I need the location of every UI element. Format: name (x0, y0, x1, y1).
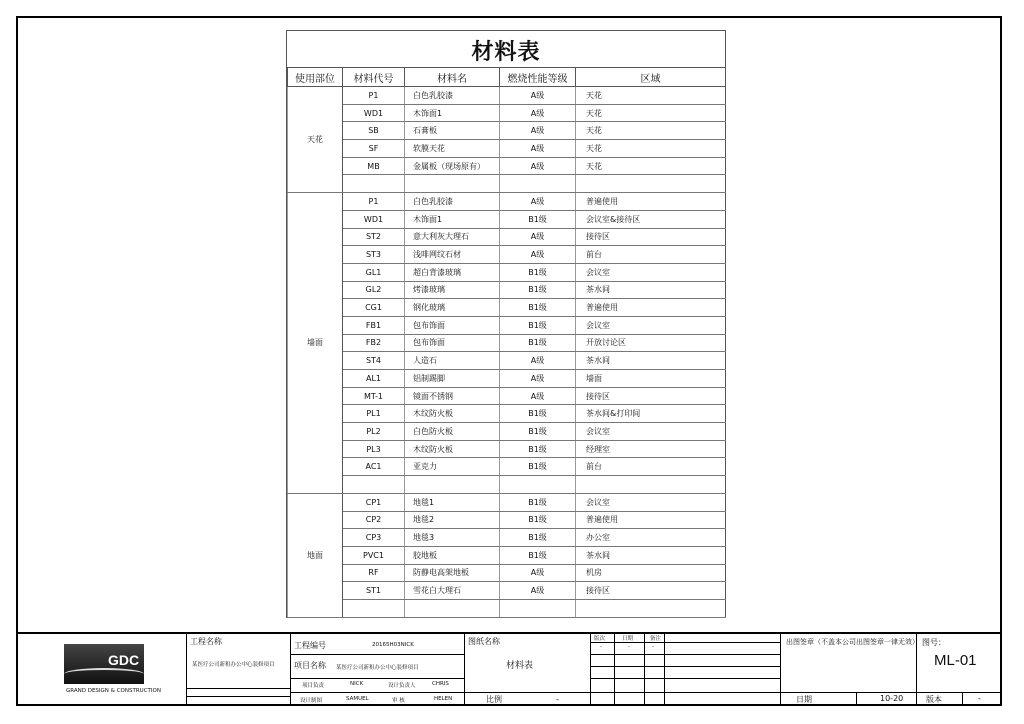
material-sheet (286, 30, 726, 618)
fire-rating-cell: B1级 (500, 281, 576, 299)
code-cell: ST1 (343, 582, 405, 600)
name-cell (405, 476, 500, 494)
fire-rating-cell: A级 (500, 228, 576, 246)
fire-rating-cell: A级 (500, 157, 576, 175)
material-table-body (288, 87, 726, 618)
zone-cell: 地面 (288, 493, 343, 617)
fire-rating-cell: B1级 (500, 458, 576, 476)
table-row (288, 316, 726, 334)
name-cell: 胶地板 (405, 546, 500, 564)
table-row (288, 511, 726, 529)
area-cell: 天花 (576, 87, 726, 105)
drawing-name-label: 图纸名称 (468, 637, 500, 646)
name-cell: 软膜天花 (405, 140, 500, 158)
design-lead-value: CHRIS (432, 681, 449, 687)
rev-header-date: 日期 (622, 636, 634, 642)
area-cell: 前台 (576, 458, 726, 476)
fire-rating-cell: A级 (500, 370, 576, 388)
rev-mark: - (600, 644, 602, 650)
project-name-label: 工程名称 (190, 637, 222, 646)
fire-rating-cell: B1级 (500, 210, 576, 228)
area-cell: 会议室 (576, 316, 726, 334)
code-cell: ST3 (343, 246, 405, 264)
code-cell (343, 476, 405, 494)
table-row (288, 228, 726, 246)
table-row (288, 175, 726, 193)
area-cell: 办公室 (576, 529, 726, 547)
table-row (288, 493, 726, 511)
area-cell: 茶水间 (576, 546, 726, 564)
name-cell: 镜面不锈钢 (405, 387, 500, 405)
checker-label: 审 核 (392, 698, 405, 704)
fire-rating-cell: A级 (500, 387, 576, 405)
table-row (288, 263, 726, 281)
logo-swoosh-icon (64, 668, 144, 680)
area-cell: 茶水间&打印间 (576, 405, 726, 423)
table-row (288, 104, 726, 122)
scale-value: - (556, 695, 559, 704)
fire-rating-cell: A级 (500, 87, 576, 105)
code-cell: AC1 (343, 458, 405, 476)
name-cell: 白色防火板 (405, 423, 500, 441)
area-cell: 普遍使用 (576, 299, 726, 317)
company-name: GRAND DESIGN & CONSTRUCTION (66, 688, 161, 694)
table-header-row (288, 68, 726, 87)
name-cell: 意大利灰大理石 (405, 228, 500, 246)
name-cell: 白色乳胶漆 (405, 87, 500, 105)
code-cell: FB2 (343, 334, 405, 352)
code-cell: ST2 (343, 228, 405, 246)
name-cell: 防静电高架地板 (405, 564, 500, 582)
fire-rating-cell: A级 (500, 104, 576, 122)
title-block (16, 632, 1002, 706)
area-cell: 会议室 (576, 423, 726, 441)
area-cell: 天花 (576, 157, 726, 175)
date-label: 日期 (796, 695, 812, 704)
name-cell: 木纹防火板 (405, 440, 500, 458)
name-cell: 包布饰面 (405, 334, 500, 352)
fire-rating-cell: A级 (500, 122, 576, 140)
fire-rating-cell: A级 (500, 246, 576, 264)
code-cell: WD1 (343, 104, 405, 122)
table-row (288, 281, 726, 299)
name-cell: 人造石 (405, 352, 500, 370)
area-cell: 茶水间 (576, 281, 726, 299)
rev-header-version: 版次 (594, 636, 606, 642)
area-cell: 会议室 (576, 263, 726, 281)
fire-rating-cell: B1级 (500, 405, 576, 423)
table-row (288, 370, 726, 388)
name-cell (405, 175, 500, 193)
area-cell: 普遍使用 (576, 193, 726, 211)
name-cell: 超白背漆玻璃 (405, 263, 500, 281)
table-row (288, 476, 726, 494)
name-cell: 金属板（现场原有） (405, 157, 500, 175)
area-cell (576, 599, 726, 617)
name-cell: 石膏板 (405, 122, 500, 140)
name-cell: 铝制踢脚 (405, 370, 500, 388)
fire-rating-cell: B1级 (500, 546, 576, 564)
code-cell: CP3 (343, 529, 405, 547)
code-cell: AL1 (343, 370, 405, 388)
item-name-value: 某医疗公司新租办公中心装修项目 (336, 665, 419, 671)
header-zone: 使用部位 (288, 68, 343, 87)
fire-rating-cell: B1级 (500, 316, 576, 334)
scale-label: 比例 (486, 695, 502, 704)
table-row (288, 157, 726, 175)
table-row (288, 387, 726, 405)
area-cell: 前台 (576, 246, 726, 264)
name-cell: 地毯1 (405, 493, 500, 511)
code-cell: WD1 (343, 210, 405, 228)
area-cell: 天花 (576, 140, 726, 158)
name-cell: 烤漆玻璃 (405, 281, 500, 299)
area-cell: 天花 (576, 122, 726, 140)
designer-label: 设计制图 (300, 698, 323, 704)
design-lead-label: 设计负责人 (388, 683, 416, 689)
fire-rating-cell: B1级 (500, 511, 576, 529)
pm-label: 项目负责 (302, 683, 325, 689)
zone-cell: 天花 (288, 87, 343, 193)
name-cell (405, 599, 500, 617)
area-cell: 接待区 (576, 387, 726, 405)
fire-rating-cell: B1级 (500, 423, 576, 441)
fire-rating-cell: A级 (500, 564, 576, 582)
area-cell: 普遍使用 (576, 511, 726, 529)
project-no-label: 工程编号 (294, 641, 326, 650)
fire-rating-cell: A级 (500, 352, 576, 370)
version-value: - (978, 694, 981, 703)
table-row (288, 546, 726, 564)
area-cell: 茶水间 (576, 352, 726, 370)
name-cell: 雪花白大理石 (405, 582, 500, 600)
header-code: 材料代号 (343, 68, 405, 87)
fire-rating-cell (500, 476, 576, 494)
table-row (288, 193, 726, 211)
table-row (288, 87, 726, 105)
name-cell: 钢化玻璃 (405, 299, 500, 317)
table-row (288, 246, 726, 264)
fire-rating-cell: B1级 (500, 529, 576, 547)
project-no-value: 20165H03NICK (372, 642, 414, 648)
code-cell: PL1 (343, 405, 405, 423)
fire-rating-cell (500, 599, 576, 617)
table-row (288, 423, 726, 441)
code-cell: CG1 (343, 299, 405, 317)
zone-cell: 墙面 (288, 193, 343, 494)
name-cell: 木饰面1 (405, 104, 500, 122)
table-row (288, 334, 726, 352)
fire-rating-cell (500, 175, 576, 193)
table-row (288, 140, 726, 158)
designer-value: SAMUEL (346, 696, 369, 702)
rev-mark: - (628, 644, 630, 650)
drawing-no-label: 图号： (922, 638, 946, 647)
table-row (288, 458, 726, 476)
table-row (288, 529, 726, 547)
table-row (288, 210, 726, 228)
code-cell: P1 (343, 193, 405, 211)
fire-rating-cell: B1级 (500, 334, 576, 352)
code-cell: CP1 (343, 493, 405, 511)
area-cell: 会议室&接待区 (576, 210, 726, 228)
code-cell: MB (343, 157, 405, 175)
name-cell: 浅啡网纹石材 (405, 246, 500, 264)
header-fire-rating: 燃烧性能等级 (500, 68, 576, 87)
code-cell: GL1 (343, 263, 405, 281)
table-row (288, 440, 726, 458)
name-cell: 亚克力 (405, 458, 500, 476)
code-cell: PVC1 (343, 546, 405, 564)
area-cell (576, 175, 726, 193)
code-cell: RF (343, 564, 405, 582)
table-row (288, 599, 726, 617)
name-cell: 白色乳胶漆 (405, 193, 500, 211)
table-row (288, 405, 726, 423)
code-cell: FB1 (343, 316, 405, 334)
code-cell: GL2 (343, 281, 405, 299)
area-cell: 天花 (576, 104, 726, 122)
area-cell: 机房 (576, 564, 726, 582)
area-cell (576, 476, 726, 494)
area-cell: 墙面 (576, 370, 726, 388)
code-cell: SB (343, 122, 405, 140)
fire-rating-cell: B1级 (500, 440, 576, 458)
table-row (288, 564, 726, 582)
area-cell: 开放讨论区 (576, 334, 726, 352)
code-cell (343, 175, 405, 193)
table-row (288, 299, 726, 317)
item-name-label: 项目名称 (294, 661, 326, 670)
checker-value: HELEN (434, 696, 453, 702)
material-table (287, 67, 726, 618)
fire-rating-cell: B1级 (500, 263, 576, 281)
area-cell: 接待区 (576, 582, 726, 600)
stamp-label: 出图签章（不盖本公司出图签章一律无效） (786, 638, 919, 646)
project-name-value: 某医疗公司新租办公中心装修项目 (192, 662, 275, 668)
table-row (288, 122, 726, 140)
name-cell: 木纹防火板 (405, 405, 500, 423)
code-cell: MT-1 (343, 387, 405, 405)
header-material-name: 材料名 (405, 68, 500, 87)
date-value: 10-20 (880, 694, 904, 703)
code-cell: PL2 (343, 423, 405, 441)
rev-mark: - (652, 644, 654, 650)
area-cell: 会议室 (576, 493, 726, 511)
drawing-name-value: 材料表 (506, 661, 534, 671)
code-cell: ST4 (343, 352, 405, 370)
code-cell (343, 599, 405, 617)
area-cell: 经理室 (576, 440, 726, 458)
sheet-title: 材料表 (471, 40, 541, 65)
name-cell: 地毯3 (405, 529, 500, 547)
code-cell: CP2 (343, 511, 405, 529)
fire-rating-cell: A级 (500, 193, 576, 211)
code-cell: PL3 (343, 440, 405, 458)
code-cell: P1 (343, 87, 405, 105)
drawing-no-value: ML-01 (934, 652, 977, 669)
version-label: 版本 (926, 695, 942, 704)
fire-rating-cell: B1级 (500, 493, 576, 511)
pm-value: NICK (350, 681, 364, 687)
name-cell: 包布饰面 (405, 316, 500, 334)
name-cell: 地毯2 (405, 511, 500, 529)
fire-rating-cell: A级 (500, 140, 576, 158)
name-cell: 木饰面1 (405, 210, 500, 228)
logo-text: GDC (108, 652, 140, 668)
code-cell: SF (343, 140, 405, 158)
area-cell: 接待区 (576, 228, 726, 246)
fire-rating-cell: B1级 (500, 299, 576, 317)
table-row (288, 352, 726, 370)
fire-rating-cell: A级 (500, 582, 576, 600)
table-row (288, 582, 726, 600)
header-area: 区域 (576, 68, 726, 87)
rev-header-remark: 备注 (650, 636, 662, 642)
